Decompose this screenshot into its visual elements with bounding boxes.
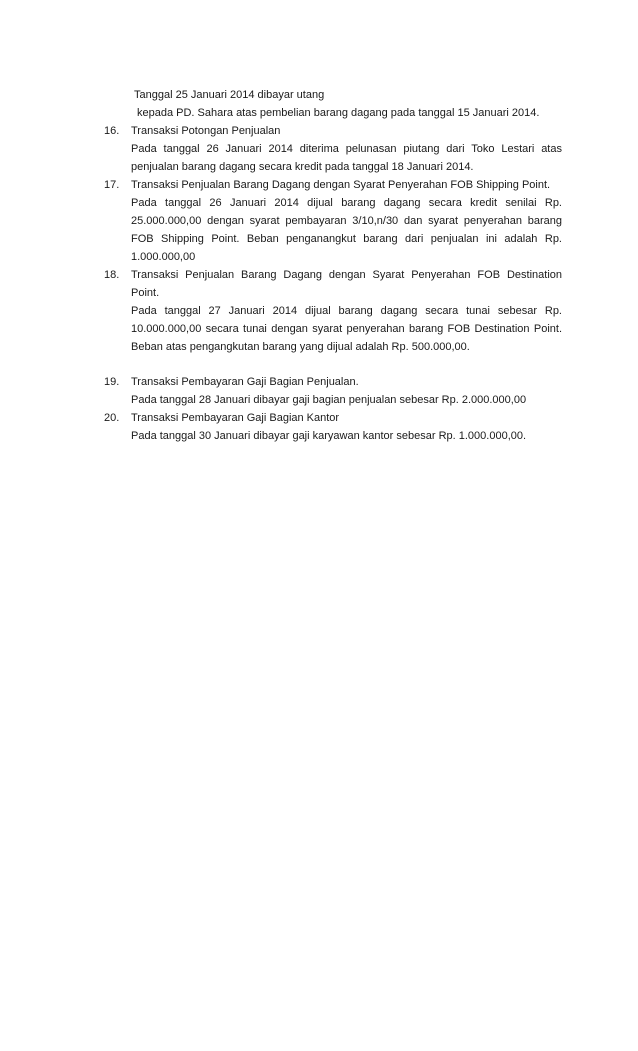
item-heading: Transaksi Penjualan Barang Dagang dengan Syarat Penyerahan FOB Shipping Point.: [131, 179, 551, 191]
intro-line-2: kepada PD. Sahara atas pembelian barang dagang pada tanggal 15 Januari 2014.: [137, 107, 540, 119]
item-text-line: Beban atas pengangkutan barang yang dijual adalah Rp. 500.000,00.: [131, 341, 470, 353]
item-text-line: FOB Shipping Point. Beban penganangkut barang dari penjualan ini adalah Rp.: [131, 233, 562, 245]
item-number: 18.: [104, 269, 120, 281]
item-text-line: Pada tanggal 30 Januari dibayar gaji karyawan kantor sebesar Rp. 1.000.000,00.: [131, 430, 527, 442]
item-heading: Transaksi Pembayaran Gaji Bagian Penjualan.: [131, 376, 359, 388]
item-heading: Transaksi Potongan Penjualan: [131, 125, 281, 137]
item-text-line: 10.000.000,00 secara tunai dengan syarat penyerahan barang FOB Destination Point.: [131, 323, 562, 335]
intro-line-1: Tanggal 25 Januari 2014 dibayar utang: [134, 89, 325, 101]
item-text-line: 1.000.000,00: [131, 251, 196, 263]
item-text-line: Pada tanggal 26 Januari 2014 diterima pelunasan piutang dari Toko Lestari atas: [131, 143, 562, 155]
item-text-line: Pada tanggal 28 Januari dibayar gaji bagian penjualan sebesar Rp. 2.000.000,00: [131, 394, 527, 406]
item-heading-continued: Point.: [131, 287, 160, 299]
item-text-line: Pada tanggal 26 Januari 2014 dijual barang dagang secara kredit senilai Rp.: [131, 197, 562, 209]
item-number: 17.: [104, 179, 120, 191]
item-number: 20.: [104, 412, 120, 424]
item-number: 16.: [104, 125, 120, 137]
blank-line: [104, 356, 562, 373]
list-item-19: [104, 373, 562, 409]
item-number: 19.: [104, 376, 120, 388]
list-item-17: [104, 176, 562, 266]
document-body: [104, 86, 562, 445]
item-text-line: 25.000.000,00 dengan syarat pembayaran 3/10,n/30 dan syarat penyerahan barang: [131, 215, 562, 227]
item-text-line: Pada tanggal 27 Januari 2014 dijual barang dagang secara tunai sebesar Rp.: [131, 305, 562, 317]
list-item-18: [104, 266, 562, 356]
list-item-16: [104, 122, 562, 176]
list-item-20: [104, 409, 562, 445]
item-heading: Transaksi Pembayaran Gaji Bagian Kantor: [131, 412, 340, 424]
item-heading: Transaksi Penjualan Barang Dagang dengan Syarat Penyerahan FOB Destination: [131, 269, 562, 281]
item-text-line: penjualan barang dagang secara kredit pada tanggal 18 Januari 2014.: [131, 161, 474, 173]
